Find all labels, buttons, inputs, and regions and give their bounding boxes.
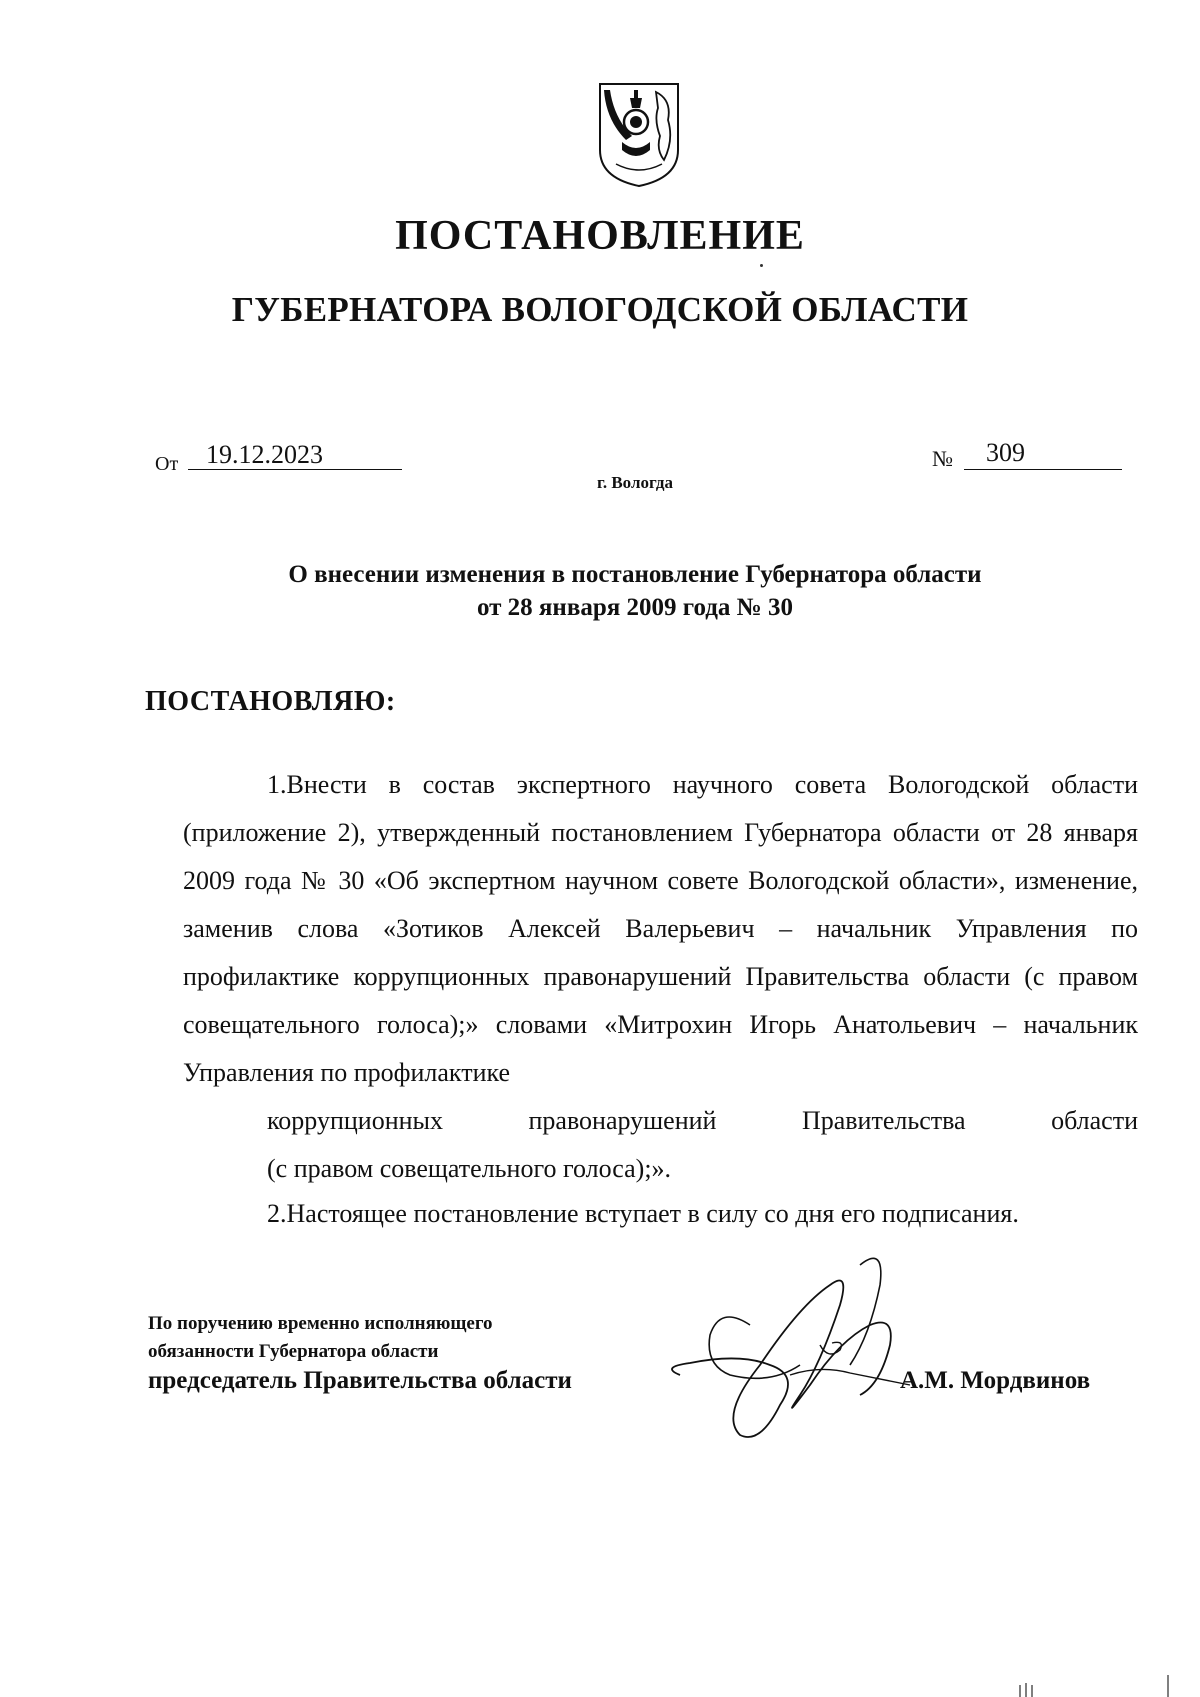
signature-authority-line-2: обязанности Губернатора области — [148, 1341, 439, 1362]
signatory-title: председатель Правительства области — [148, 1367, 572, 1394]
number-prefix: № — [932, 446, 953, 471]
heading-line-1: О внесении изменения в постановление Губернатора области — [288, 561, 982, 588]
date-prefix: От — [155, 453, 179, 475]
paragraph-2: 2.Настоящее постановление вступает в силу со дня его подписания. — [267, 1199, 1019, 1228]
signature-authority — [148, 1310, 493, 1366]
document-number: 309 — [964, 438, 1122, 470]
paragraph-1-line-9: коррупционных правонарушений Правительства области — [267, 1106, 1138, 1135]
paragraph-1-main: 1.Внести в состав экспертного научного совета Вологодской области (приложение 2), утвержденный постановлением Губернатора области от 28 января 2009 года № 30 «Об экспертном научном совете Вологодской области», изменение, заменив слова «Зотиков Алексей Валерьевич – начальник Управления по профилактике коррупционных правонарушений Правительства области (с правом совещательного голоса);» словами «Митрохин Игорь Анатольевич – начальник Управления по профилактике — [183, 770, 1138, 1087]
city-label: г. Вологда — [597, 473, 673, 492]
scan-dot — [760, 264, 763, 267]
coat-of-arms-icon — [596, 80, 682, 188]
heading-line-2: от 28 января 2009 года № 30 — [476, 594, 794, 621]
document-date: 19.12.2023 — [188, 440, 402, 470]
scan-artifacts-icon — [1000, 1665, 1180, 1697]
signature-authority-line-1: По поручению временно исполняющего — [148, 1313, 493, 1334]
issuer-title: ГУБЕРНАТОРА ВОЛОГОДСКОЙ ОБЛАСТИ — [231, 290, 969, 329]
paragraph-1 — [183, 761, 1138, 1193]
decree-word: ПОСТАНОВЛЯЮ: — [145, 686, 396, 717]
handwritten-signature-icon — [650, 1245, 950, 1455]
paragraph-1-end: (с правом совещательного голоса);». — [267, 1154, 672, 1183]
document-heading — [0, 558, 1200, 624]
signatory-name: А.М. Мордвинов — [900, 1367, 1091, 1394]
document-type-title: ПОСТАНОВЛЕНИЕ — [395, 213, 805, 259]
